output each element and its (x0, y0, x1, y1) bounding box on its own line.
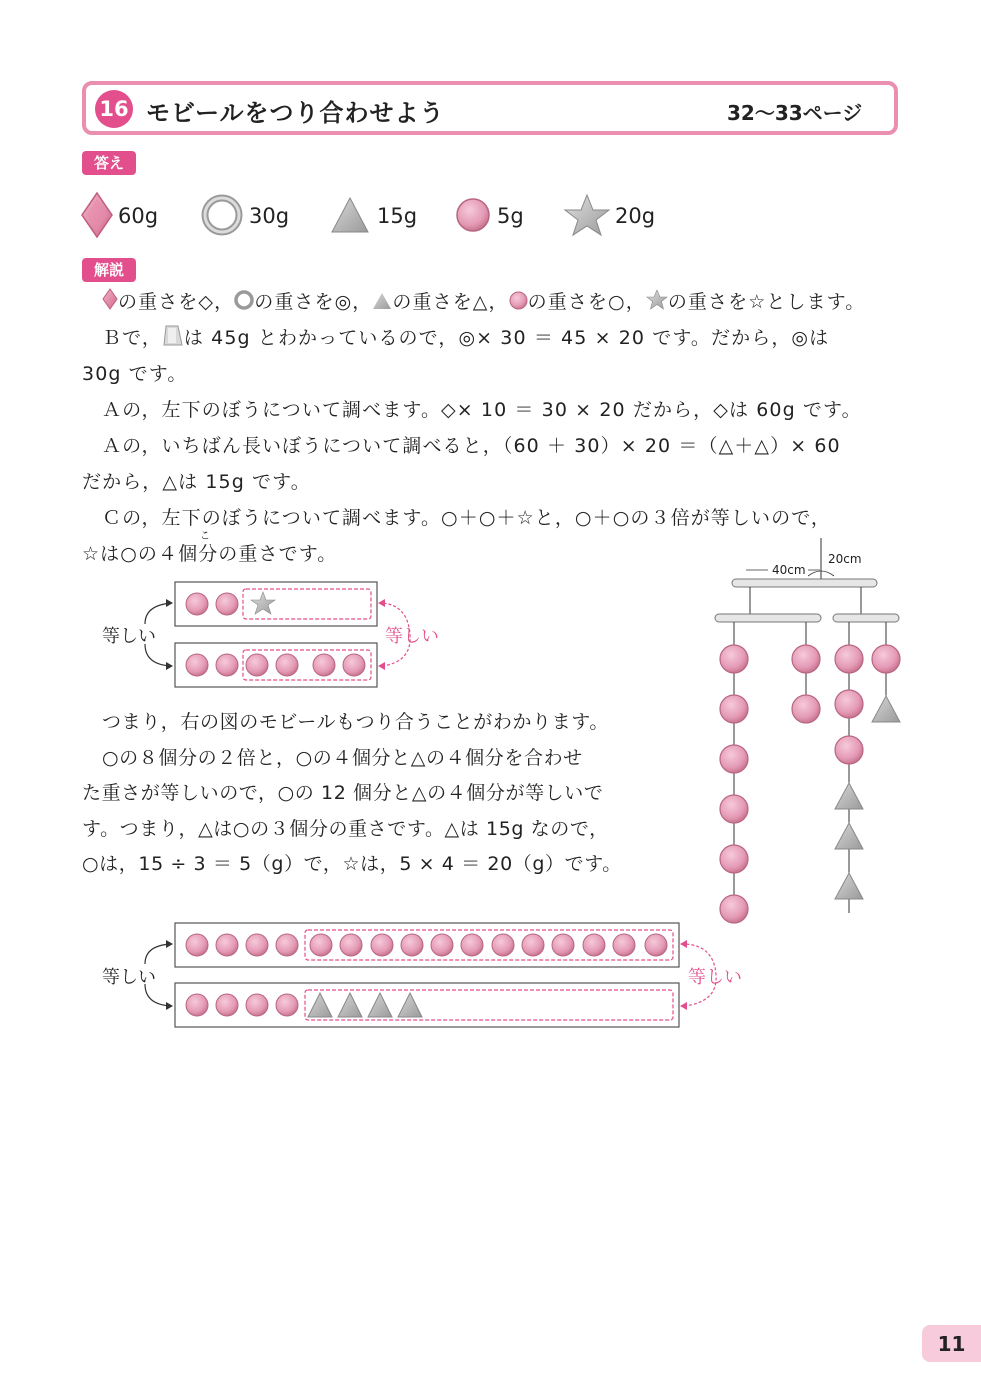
page-title: モビールをつり合わせよう (146, 99, 445, 127)
arrow-up-left (145, 603, 172, 624)
circle-icon (343, 654, 365, 676)
diagram2-right-label: 等しい (688, 967, 742, 988)
ruby-ko: こ (200, 531, 210, 542)
c-line-1: Ｃの，左下のぼうについて調べます。○＋○＋☆と，○＋○の３倍が等しいので， (102, 507, 832, 529)
p2-line-2: ○の８個分の２倍と，○の４個分と△の４個分を合わせ (102, 746, 583, 769)
circle-icon (216, 654, 238, 676)
b-line: Ｂで， は 45g とわかっているので，◎× 30 ＝ 45 × 20 です。だから，◎は (82, 320, 902, 356)
dim-20cm: 20cm (828, 552, 862, 566)
triangle-icon (330, 196, 370, 234)
c-line-2: ☆は○の４個分の重さです。 (82, 543, 338, 565)
circle-icon (186, 593, 208, 615)
explanation-text-2 (82, 705, 682, 883)
page-reference: 32～33ページ (727, 101, 863, 125)
intro-line: の重さを◇， の重さを◎， の重さを△， の重さを○， の重さを☆とします。 (82, 284, 902, 320)
diagram-2 (100, 920, 760, 1030)
dim-40cm: 40cm (772, 563, 806, 577)
answer-diamond-value: 60g (118, 204, 159, 228)
ring-icon (201, 194, 243, 236)
diagram2-left-label: 等しい (102, 967, 156, 988)
explanation-tag: 解説 (82, 258, 136, 282)
top-bar (732, 579, 877, 587)
diamond-icon (80, 191, 114, 239)
problem-number-badge: 16 (95, 90, 133, 128)
circle-icon (509, 291, 528, 310)
answer-ring-value: 30g (249, 204, 290, 228)
right-bar (833, 614, 899, 622)
circle-icon (246, 654, 268, 676)
star-icon (646, 289, 668, 310)
a-line-2: Ａの，いちばん長いぼうについて調べると，（60 ＋ 30）× 20 ＝（△＋△）× 60 (102, 435, 841, 457)
diamond-icon (102, 288, 118, 310)
circle-icon (186, 654, 208, 676)
p2-line-3: た重さが等しいので，○の 12 個分と△の４個分が等しいで (82, 782, 604, 804)
circle-icon (276, 654, 298, 676)
ring-icon (234, 290, 254, 310)
b-line-cont: 30g です。 (82, 363, 188, 385)
mobile-illustration (712, 538, 912, 938)
answer-star-value: 20g (615, 204, 656, 228)
p2-line-5: ○は，15 ÷ 3 ＝ 5（g）で，☆は，5 × 4 ＝ 20（g）です。 (82, 853, 622, 875)
circle-icon (216, 593, 238, 615)
triangle-icon (372, 292, 392, 310)
p2-line-1: つまり，右の図のモビールもつり合うことがわかります。 (102, 711, 609, 733)
a-line-1: Ａの，左下のぼうについて調べます。◇× 10 ＝ 30 × 20 だから，◇は 60g です。 (102, 399, 862, 421)
diagram1-left-label: 等しい (102, 626, 156, 647)
circle-icon (455, 197, 491, 233)
cylinder-weight-icon (162, 324, 184, 346)
star-icon (564, 193, 610, 237)
left-bar (715, 614, 821, 622)
p2-line-4: す。つまり，△は○の３個分の重さです。△は 15g なので， (82, 817, 609, 840)
circle-icon (313, 654, 335, 676)
page-number: 11 (922, 1325, 981, 1362)
answer-tag: 答え (82, 151, 136, 175)
a-line-2-cont: だから，△は 15g です。 (82, 471, 311, 493)
answer-circle-value: 5g (497, 204, 524, 228)
diagram1-right-label: 等しい (385, 626, 439, 647)
answer-triangle-value: 15g (377, 204, 418, 228)
